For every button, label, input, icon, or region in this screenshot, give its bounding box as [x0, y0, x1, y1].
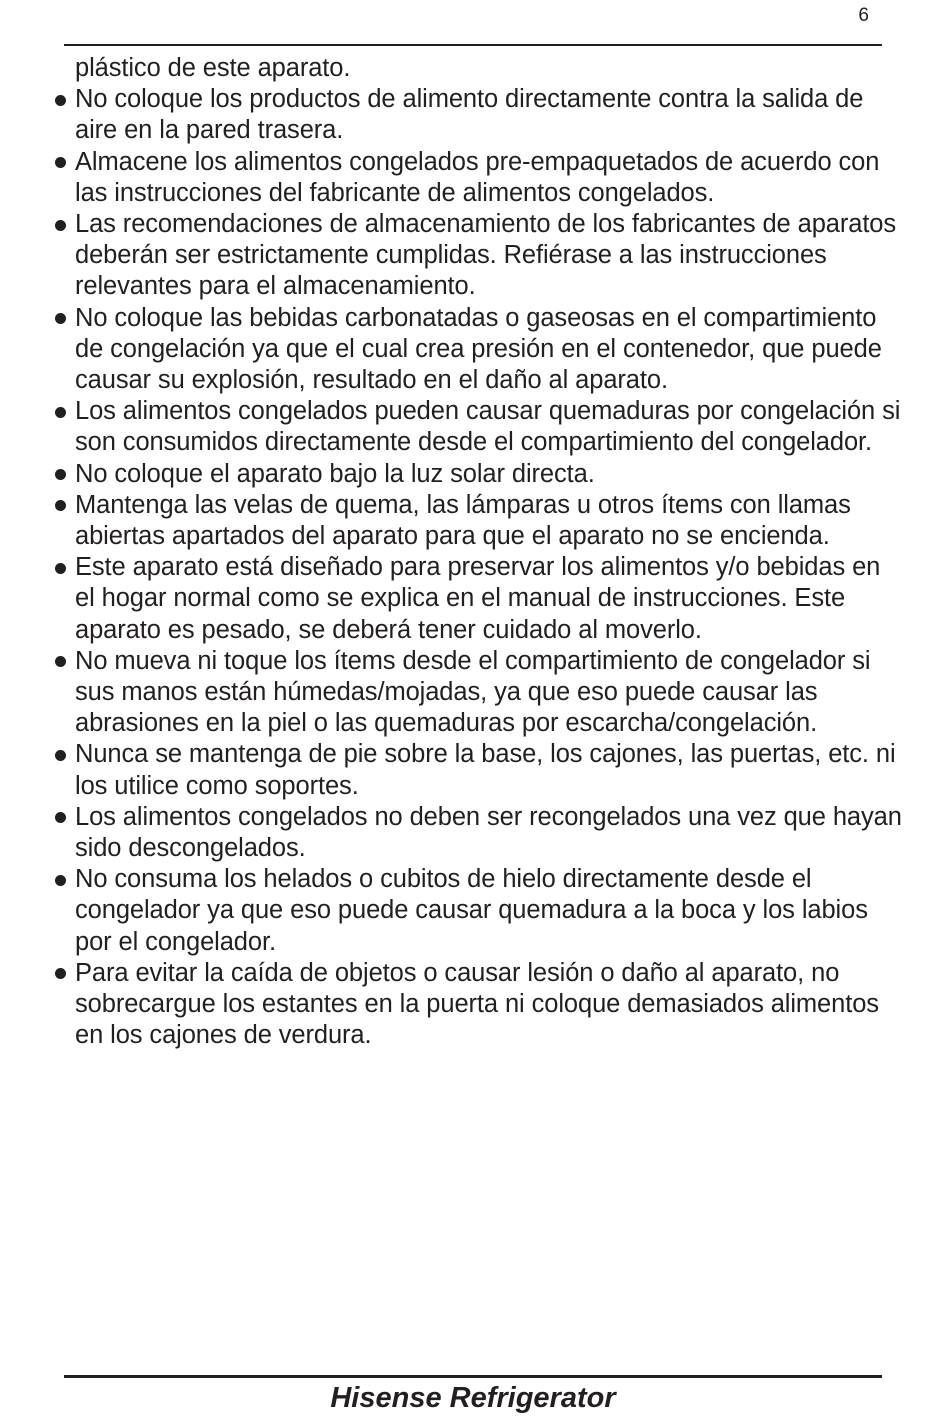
list-item: [53, 646, 903, 740]
list-item: [53, 802, 903, 864]
bullet-icon: [55, 812, 66, 823]
list-item: [53, 864, 903, 958]
list-item-text: Las recomendaciones de almacenamiento de los fabricantes de aparatos deberán ser estrictamente cumplidas. Refiérase a las instrucciones relevantes para el almacenamiento.: [75, 210, 897, 301]
bullet-icon: [55, 95, 66, 106]
bullet-list: [53, 84, 903, 1051]
list-item: [53, 552, 903, 646]
bullet-icon: [55, 500, 66, 511]
list-item-text: Mantenga las velas de quema, las lámparas u otros ítems con llamas abiertas apartados del aparato para que el aparato no se encienda.: [75, 490, 851, 551]
list-item: [53, 459, 903, 490]
bullet-icon: [55, 220, 66, 231]
list-item: [53, 958, 903, 1052]
list-item-text: No mueva ni toque los ítems desde el compartimiento de congelador si sus manos están húmedas/mojadas, ya que eso puede causar las abrasiones en la piel o las quemaduras por escarcha/congelación.: [75, 646, 871, 738]
list-item: [53, 209, 903, 303]
list-item: [53, 303, 903, 397]
list-item: [53, 147, 903, 209]
list-item: [53, 739, 903, 801]
list-item-text: No consuma los helados o cubitos de hielo directamente desde el congelador ya que eso puede causar quemadura a la boca y los labios por el congelador.: [75, 865, 868, 956]
bullet-icon: [55, 407, 66, 418]
list-item-text: Para evitar la caída de objetos o causar lesión o daño al aparato, no sobrecargue los estantes en la puerta ni coloque demasiados alimentos en los cajones de verdura.: [75, 958, 879, 1050]
list-item-text: Este aparato está diseñado para preservar los alimentos y/o bebidas en el hogar normal como se explica en el manual de instrucciones. Este aparato es pesado, se deberá tener cuidado al moverlo.: [75, 553, 881, 644]
list-item-text: No coloque el aparato bajo la luz solar directa.: [75, 459, 595, 488]
bullet-icon: [55, 750, 66, 761]
list-item: [53, 396, 903, 458]
bullet-icon: [55, 313, 66, 324]
bullet-icon: [55, 157, 66, 168]
safety-instructions: [53, 53, 903, 1052]
list-item: [53, 490, 903, 552]
header-divider: [64, 44, 882, 46]
list-item-text: Nunca se mantenga de pie sobre la base, los cajones, las puertas, etc. ni los utilice como soportes.: [75, 740, 896, 800]
bullet-icon: [55, 469, 66, 480]
footer-divider: [64, 1375, 882, 1378]
list-item-text: Los alimentos congelados no deben ser recongelados una vez que hayan sido descongelados.: [75, 802, 902, 863]
list-item-text: No coloque los productos de alimento directamente contra la salida de aire en la pared trasera.: [75, 85, 864, 145]
page-number: 6: [858, 5, 869, 26]
continued-text: plástico de este aparato.: [75, 54, 351, 82]
bullet-icon: [55, 563, 66, 574]
list-item-text: No coloque las bebidas carbonatadas o gaseosas en el compartimiento de congelación ya que el cual crea presión en el contenedor, que puede causar su explosión, resultado en el daño al aparato.: [75, 303, 882, 395]
list-item-text: Los alimentos congelados pueden causar quemaduras por congelación si son consumidos directamente desde el compartimiento del congelador.: [75, 397, 901, 457]
list-item-text: Almacene los alimentos congelados pre-empaquetados de acuerdo con las instrucciones del fabricante de alimentos congelados.: [75, 147, 880, 207]
bullet-icon: [55, 656, 66, 667]
list-item: [53, 84, 903, 146]
bullet-icon: [55, 968, 66, 979]
bullet-icon: [55, 875, 66, 886]
footer-brand: Hisense Refrigerator: [330, 1382, 616, 1414]
